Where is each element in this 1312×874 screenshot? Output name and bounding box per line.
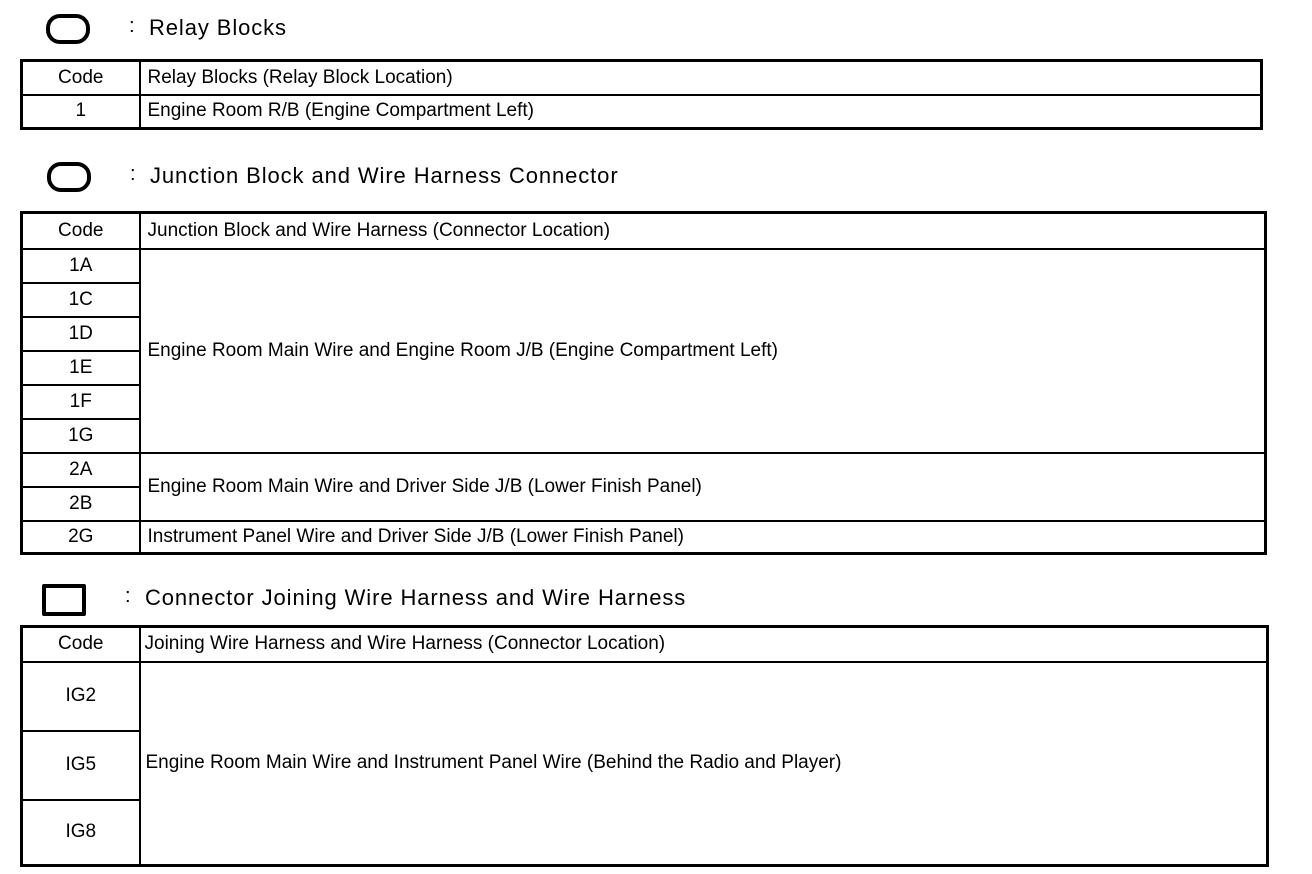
- code-column-header: Code: [22, 213, 140, 249]
- connector-joining-table: [20, 625, 1269, 867]
- table-row: [22, 95, 1262, 129]
- table-row: [22, 249, 1266, 283]
- code-cell: IG2: [22, 662, 140, 731]
- rounded-rectangle-icon: [46, 14, 90, 44]
- location-cell: Instrument Panel Wire and Driver Side J/B (Lower Finish Panel): [140, 521, 1266, 554]
- code-cell: 1D: [22, 317, 140, 351]
- location-cell: Engine Room R/B (Engine Compartment Left): [140, 95, 1262, 129]
- table-row: [22, 521, 1266, 554]
- code-cell: 1F: [22, 385, 140, 419]
- section-title: Connector Joining Wire Harness and Wire Harness: [145, 585, 687, 610]
- table-row: [22, 453, 1266, 487]
- section-title: Junction Block and Wire Harness Connector: [150, 163, 619, 188]
- code-cell: 1G: [22, 419, 140, 453]
- heading-colon: :: [129, 15, 135, 37]
- table-header-row: [22, 627, 1268, 662]
- section-title: Relay Blocks: [149, 15, 287, 40]
- junction-block-table: [20, 211, 1267, 555]
- location-column-header: Relay Blocks (Relay Block Location): [140, 61, 1262, 95]
- location-cell: Engine Room Main Wire and Driver Side J/B (Lower Finish Panel): [140, 453, 1266, 521]
- table-header-row: [22, 213, 1266, 249]
- location-cell: Engine Room Main Wire and Engine Room J/B (Engine Compartment Left): [140, 249, 1266, 453]
- heading-colon: :: [130, 163, 136, 185]
- location-column-header: Junction Block and Wire Harness (Connector Location): [140, 213, 1266, 249]
- rounded-rectangle-icon: [47, 162, 91, 192]
- code-cell: 1: [22, 95, 140, 129]
- table-header-row: [22, 61, 1262, 95]
- relay-blocks-table: [20, 59, 1263, 130]
- heading-colon: :: [125, 585, 131, 607]
- table-row: [22, 662, 1268, 731]
- code-cell: 1A: [22, 249, 140, 283]
- code-cell: 2G: [22, 521, 140, 554]
- location-column-header: Joining Wire Harness and Wire Harness (Connector Location): [140, 627, 1268, 662]
- code-cell: IG8: [22, 800, 140, 866]
- code-cell: 1E: [22, 351, 140, 385]
- code-column-header: Code: [22, 61, 140, 95]
- square-rectangle-icon: [42, 584, 86, 616]
- location-cell: Engine Room Main Wire and Instrument Panel Wire (Behind the Radio and Player): [140, 662, 1268, 866]
- code-column-header: Code: [22, 627, 140, 662]
- code-cell: 1C: [22, 283, 140, 317]
- code-cell: IG5: [22, 731, 140, 800]
- code-cell: 2B: [22, 487, 140, 521]
- code-cell: 2A: [22, 453, 140, 487]
